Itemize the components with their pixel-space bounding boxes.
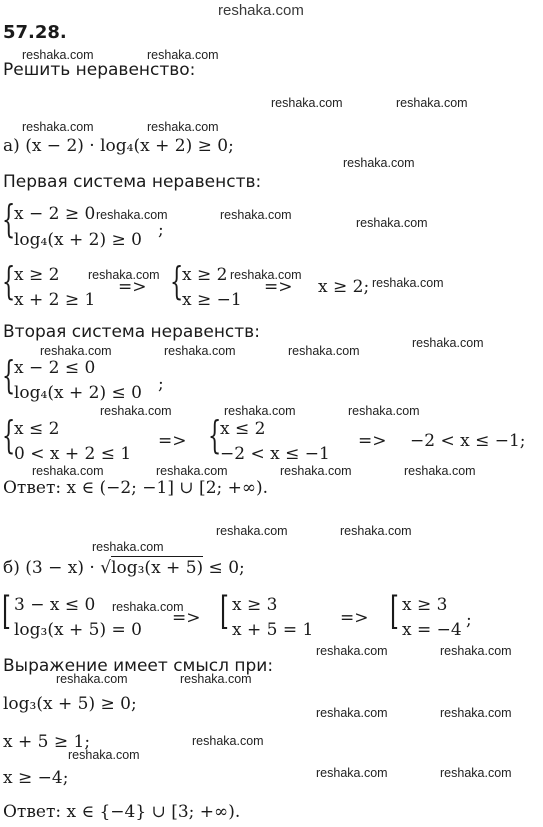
watermark: reshaka.com	[92, 540, 164, 554]
arrow-3: =>	[158, 431, 187, 451]
problem-number: 57.28.	[3, 22, 67, 43]
set3-line2: x = −4	[402, 620, 462, 640]
set1-line1: 3 − x ≤ 0	[14, 595, 96, 615]
sys1c-line1: x ≥ 2	[182, 265, 228, 285]
sys1-end: ;	[158, 220, 164, 240]
part-a-line	[3, 136, 234, 156]
watermark: reshaka.com	[440, 706, 512, 720]
sys2b-line1: x ≤ 2	[14, 419, 60, 439]
brace-sys2c: {	[208, 413, 222, 457]
watermark: reshaka.com	[440, 644, 512, 658]
sys2c-line1: x ≤ 2	[220, 419, 266, 439]
domain-1: log₃(x + 5) ≥ 0;	[3, 694, 137, 714]
part-a-inequality: (x − 2) · log₄(x + 2) ≥ 0;	[25, 136, 234, 156]
watermark: reshaka.com	[96, 208, 168, 222]
watermark: reshaka.com	[396, 96, 468, 110]
set3-end: ;	[466, 610, 472, 630]
watermark: reshaka.com	[22, 48, 94, 62]
sqrt-sign: √	[100, 558, 112, 578]
watermark: reshaka.com	[56, 672, 128, 686]
arrow-4: =>	[358, 431, 387, 451]
watermark: reshaka.com	[404, 464, 476, 478]
sys2-line2: log₄(x + 2) ≤ 0	[14, 383, 142, 403]
result-2: −2 < x ≤ −1;	[410, 431, 526, 451]
watermark: reshaka.com	[147, 48, 219, 62]
set2-line2: x + 5 = 1	[232, 620, 314, 640]
set3-line1: x ≥ 3	[402, 595, 448, 615]
watermark: reshaka.com	[343, 156, 415, 170]
part-b-pre: (3 − x) ·	[25, 558, 101, 578]
brace-sys1: {	[2, 197, 16, 241]
part-b-label: б)	[3, 558, 20, 578]
watermark: reshaka.com	[316, 706, 388, 720]
problem-task: Решить неравенство:	[3, 60, 196, 80]
sys1c-line2: x ≥ −1	[182, 290, 242, 310]
brace-sys2: {	[2, 353, 16, 397]
part-b-post: ≤ 0;	[203, 558, 245, 578]
answer-a: Ответ: x ∈ (−2; −1] ∪ [2; +∞).	[3, 478, 269, 498]
watermark: reshaka.com	[32, 464, 104, 478]
watermark: reshaka.com	[440, 766, 512, 780]
domain-3: x ≥ −4;	[3, 768, 69, 788]
set1-line2: log₃(x + 5) = 0	[14, 620, 142, 640]
bracket-set2: [	[220, 589, 229, 633]
watermark: reshaka.com	[412, 336, 484, 350]
sys2-line1: x − 2 ≤ 0	[14, 358, 96, 378]
watermark: reshaka.com	[271, 96, 343, 110]
sys1-line1: x − 2 ≥ 0	[14, 204, 96, 224]
arrow-b2: =>	[340, 608, 369, 628]
watermark: reshaka.com	[340, 524, 412, 538]
watermark: reshaka.com	[156, 464, 228, 478]
watermark: reshaka.com	[372, 276, 444, 290]
first-system-title: Первая система неравенств:	[3, 172, 262, 192]
watermark: reshaka.com	[288, 344, 360, 358]
sys1-line2: log₄(x + 2) ≥ 0	[14, 230, 142, 250]
part-b-radicand: log₃(x + 5)	[111, 558, 204, 578]
brace-sys2b: {	[2, 413, 16, 457]
watermark: reshaka.com	[348, 404, 420, 418]
sys2b-line2: 0 < x + 2 ≤ 1	[14, 444, 132, 464]
arrow-1: =>	[118, 277, 147, 297]
watermark: reshaka.com	[356, 216, 428, 230]
watermark: reshaka.com	[68, 748, 140, 762]
watermark: reshaka.com	[180, 672, 252, 686]
answer-b: Ответ: x ∈ {−4} ∪ [3; +∞).	[3, 802, 241, 822]
brace-sys1c: {	[170, 259, 184, 303]
watermark: reshaka.com	[100, 404, 172, 418]
result-1: x ≥ 2;	[318, 277, 370, 297]
watermark: reshaka.com	[230, 268, 302, 282]
arrow-b1: =>	[172, 608, 201, 628]
domain-title: Выражение имеет смысл при:	[3, 656, 274, 676]
bracket-set3: [	[390, 589, 399, 633]
watermark: reshaka.com	[164, 344, 236, 358]
watermark: reshaka.com	[216, 524, 288, 538]
watermark: reshaka.com	[88, 268, 160, 282]
domain-2: x + 5 ≥ 1;	[3, 732, 91, 752]
part-a-label: а)	[3, 136, 20, 156]
watermark: reshaka.com	[192, 734, 264, 748]
second-system-title: Вторая система неравенств:	[3, 322, 260, 342]
watermark: reshaka.com	[112, 600, 184, 614]
sys2c-line2: −2 < x ≤ −1	[220, 444, 330, 464]
watermark: reshaka.com	[280, 464, 352, 478]
watermark: reshaka.com	[22, 120, 94, 134]
arrow-2: =>	[264, 277, 293, 297]
watermark: reshaka.com	[147, 120, 219, 134]
watermark: reshaka.com	[224, 404, 296, 418]
sys1b-line2: x + 2 ≥ 1	[14, 290, 96, 310]
sys2-end: ;	[158, 374, 164, 394]
watermark-top: reshaka.com	[218, 2, 304, 19]
part-b-line	[3, 558, 245, 578]
bracket-set1: [	[2, 589, 11, 633]
set2-line1: x ≥ 3	[232, 595, 278, 615]
sys1b-line1: x ≥ 2	[14, 265, 60, 285]
watermark: reshaka.com	[316, 766, 388, 780]
watermark: reshaka.com	[316, 644, 388, 658]
brace-sys1b: {	[2, 259, 16, 303]
watermark: reshaka.com	[40, 344, 112, 358]
watermark: reshaka.com	[220, 208, 292, 222]
